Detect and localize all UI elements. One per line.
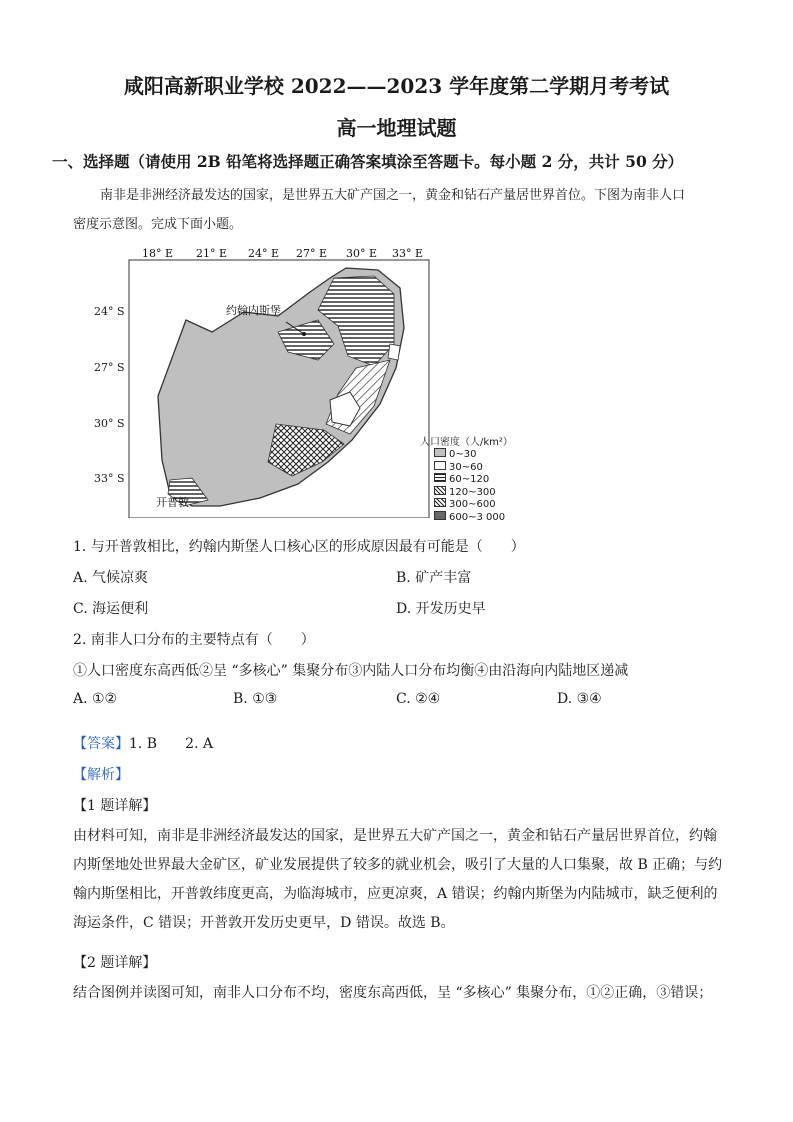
lat-label: 27° S: [94, 361, 125, 374]
lon-label: 24° E: [248, 248, 280, 260]
q1-analysis-heading: 【1 题详解】: [73, 798, 157, 814]
lat-label: 24° S: [94, 305, 125, 318]
lon-label: 18° E: [142, 248, 174, 260]
legend-swatch: [434, 473, 446, 482]
legend-item: [434, 498, 505, 511]
q1-option-d: D. 开发历史早: [396, 601, 486, 617]
legend-label: 30~60: [449, 461, 483, 473]
legend-item: [434, 511, 505, 524]
lon-label: 21° E: [196, 248, 228, 260]
q2-option-c: C. ②④: [396, 691, 441, 707]
page-subtitle: 高一地理试题: [336, 116, 457, 140]
analysis-tag: 【解析】: [73, 767, 129, 783]
legend-item: [434, 448, 505, 461]
legend-label: 0~30: [449, 449, 477, 460]
q1-option-a: A. 气候凉爽: [73, 570, 149, 586]
city-capetown: 开普敦: [156, 496, 189, 509]
lat-label: 30° S: [94, 417, 125, 430]
q2-statements: ①人口密度东高西低②呈 “多核心” 集聚分布③内陆人口分布均衡④由沿海向内陆地区递减: [73, 663, 629, 679]
legend-swatch: [434, 448, 446, 457]
legend-label: 600~3 000: [449, 511, 506, 523]
q2-option-b: B. ①③: [233, 691, 278, 707]
legend-swatch: [434, 511, 446, 520]
q1-option-c: C. 海运便利: [73, 601, 149, 617]
legend-item: [434, 473, 505, 486]
q1-option-b: B. 矿产丰富: [396, 570, 472, 586]
legend-label: 60~120: [449, 474, 490, 485]
longitude-labels: [142, 248, 423, 260]
q2-stem: 2. 南非人口分布的主要特点有（ ）: [73, 632, 315, 648]
lon-label: 33° E: [392, 248, 424, 260]
eswatini: [388, 344, 400, 360]
answer-text: 1. B 2. A: [129, 736, 214, 752]
legend-swatch: [434, 486, 446, 495]
legend-swatch: [434, 498, 446, 507]
q2-option-a: A. ①②: [73, 691, 118, 707]
legend: [434, 448, 505, 523]
legend-swatch: [434, 461, 446, 470]
answer-line: [73, 733, 213, 753]
q2-analysis-heading: 【2 题详解】: [73, 955, 157, 971]
q1-stem: 1. 与开普敦相比，约翰内斯堡人口核心区的形成原因最有可能是（ ）: [73, 539, 525, 555]
legend-label: 120~300: [449, 486, 496, 498]
q2-option-d: D. ③④: [557, 691, 602, 707]
section-heading: 一、选择题（请使用 2B 铅笔将选择题正确答案填涂至答题卡。每小题 2 分，共计 50 分）: [52, 152, 684, 171]
population-density-map: [94, 248, 513, 523]
q1-analysis-text: 由材料可知，南非是非洲经济最发达的国家，是世界五大矿产国之一，黄金和钻石产量居世界首位，约翰内斯堡地处世界最大金矿区，矿业发展提供了较多的就业机会，吸引了大量的人口集聚，故 B 正确；与约翰内斯堡相比，开普敦纬度更高，为临海城市，应更凉爽，A 错误；约翰内斯堡为内陆城市，缺乏便利的海运条件，C 错误；开普敦开发历史更早，D 错误。故选 B。: [73, 828, 723, 931]
legend-item: [434, 461, 505, 474]
page-title: 咸阳高新职业学校 2022——2023 学年度第二学期月考考试: [123, 74, 670, 98]
legend-title: 人口密度（人/km²）: [420, 437, 513, 448]
johannesburg-dot: [302, 332, 306, 336]
intro-line-2: 密度示意图。完成下面小题。: [73, 217, 243, 232]
intro-line-1: 南非是非洲经济最发达的国家，是世界五大矿产国之一，黄金和钻石产量居世界首位。下图为南非人口: [100, 188, 686, 203]
legend-item: [434, 486, 505, 499]
legend-label: 300~600: [449, 499, 496, 510]
q2-analysis-text: 结合图例并读图可知，南非人口分布不均，密度东高西低，呈 “多核心” 集聚分布，①②正确，③错误；: [73, 985, 713, 1001]
lon-label: 30° E: [346, 248, 378, 260]
lat-label: 33° S: [94, 472, 125, 485]
lon-label: 27° E: [296, 248, 328, 260]
answer-tag: 【答案】: [73, 736, 129, 752]
city-johannesburg: 约翰内斯堡: [226, 304, 281, 317]
